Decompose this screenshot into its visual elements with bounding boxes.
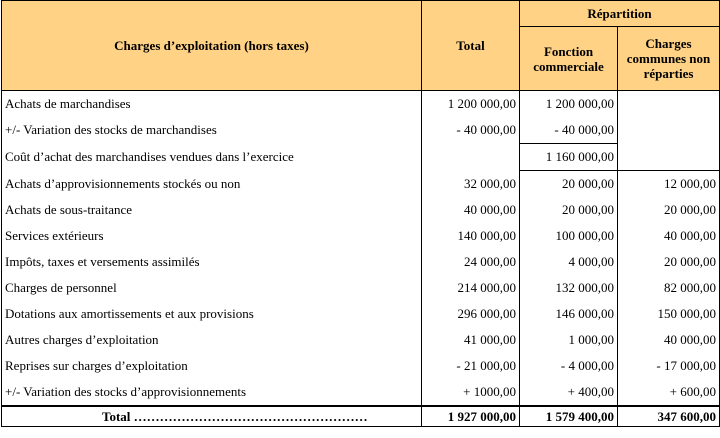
row-commerciale: 1 000,00: [520, 327, 618, 353]
row-total: 296 000,00: [422, 301, 520, 327]
row-label: +/- Variation des stocks de marchandises: [2, 117, 422, 144]
row-communes: [618, 117, 720, 144]
row-total: [422, 144, 520, 171]
row-total: 41 000,00: [422, 327, 520, 353]
row-total: + 1000,00: [422, 379, 520, 406]
row-label: Autres charges d’exploitation: [2, 327, 422, 353]
row-communes: - 17 000,00: [618, 353, 720, 379]
row-commerciale: - 4 000,00: [520, 353, 618, 379]
row-commerciale: + 400,00: [520, 379, 618, 406]
row-label: Achats d’approvisionnements stockés ou non: [2, 171, 422, 198]
table-row: [2, 379, 720, 406]
header-repartition: Répartition: [520, 1, 720, 27]
total-total: 1 927 000,00: [422, 406, 520, 427]
row-label: Services extérieurs: [2, 223, 422, 249]
header-fonction-commerciale: Fonction commerciale: [520, 27, 618, 91]
row-communes: 82 000,00: [618, 275, 720, 301]
row-commerciale: 20 000,00: [520, 197, 618, 223]
row-label: Achats de marchandises: [2, 91, 422, 118]
table-row: [2, 91, 720, 118]
total-commerciale: 1 579 400,00: [520, 406, 618, 427]
row-commerciale: 4 000,00: [520, 249, 618, 275]
table-row: [2, 171, 720, 198]
row-total: - 40 000,00: [422, 117, 520, 144]
row-communes: 12 000,00: [618, 171, 720, 198]
row-commerciale: - 40 000,00: [520, 117, 618, 144]
row-total: 140 000,00: [422, 223, 520, 249]
row-label: Coût d’achat des marchandises vendues dans l’exercice: [2, 144, 422, 171]
row-commerciale: 146 000,00: [520, 301, 618, 327]
table-row: [2, 353, 720, 379]
row-communes: 20 000,00: [618, 197, 720, 223]
row-communes: 40 000,00: [618, 327, 720, 353]
row-commerciale: 20 000,00: [520, 171, 618, 198]
row-label: Achats de sous-traitance: [2, 197, 422, 223]
table-row: [2, 197, 720, 223]
row-commerciale: 1 200 000,00: [520, 91, 618, 118]
row-total: - 21 000,00: [422, 353, 520, 379]
row-commerciale: 132 000,00: [520, 275, 618, 301]
row-communes: [618, 91, 720, 118]
table-row: [2, 117, 720, 144]
header-charges: Charges d’exploitation (hors taxes): [2, 1, 422, 91]
row-label: Dotations aux amortissements et aux provisions: [2, 301, 422, 327]
row-communes: [618, 144, 720, 171]
row-total: 1 200 000,00: [422, 91, 520, 118]
row-total: 32 000,00: [422, 171, 520, 198]
table-row: [2, 144, 720, 171]
total-communes: 347 600,00: [618, 406, 720, 427]
row-label: Impôts, taxes et versements assimilés: [2, 249, 422, 275]
row-total: 24 000,00: [422, 249, 520, 275]
row-communes: + 600,00: [618, 379, 720, 406]
total-label: Total ………………………………………………: [2, 406, 422, 427]
row-commerciale: 1 160 000,00: [520, 144, 618, 171]
header-total: Total: [422, 1, 520, 91]
table-row: [2, 223, 720, 249]
header-row-1: [2, 1, 720, 27]
table-row: [2, 301, 720, 327]
row-label: Reprises sur charges d’exploitation: [2, 353, 422, 379]
row-total: 214 000,00: [422, 275, 520, 301]
table-row: [2, 327, 720, 353]
row-label: +/- Variation des stocks d’approvisionnements: [2, 379, 422, 406]
row-total: 40 000,00: [422, 197, 520, 223]
row-label: Charges de personnel: [2, 275, 422, 301]
table-row: [2, 249, 720, 275]
row-communes: 20 000,00: [618, 249, 720, 275]
charges-table: [1, 0, 720, 427]
header-charges-communes: Charges communes non réparties: [618, 27, 720, 91]
total-row: [2, 406, 720, 427]
table-row: [2, 275, 720, 301]
row-communes: 40 000,00: [618, 223, 720, 249]
row-commerciale: 100 000,00: [520, 223, 618, 249]
row-communes: 150 000,00: [618, 301, 720, 327]
